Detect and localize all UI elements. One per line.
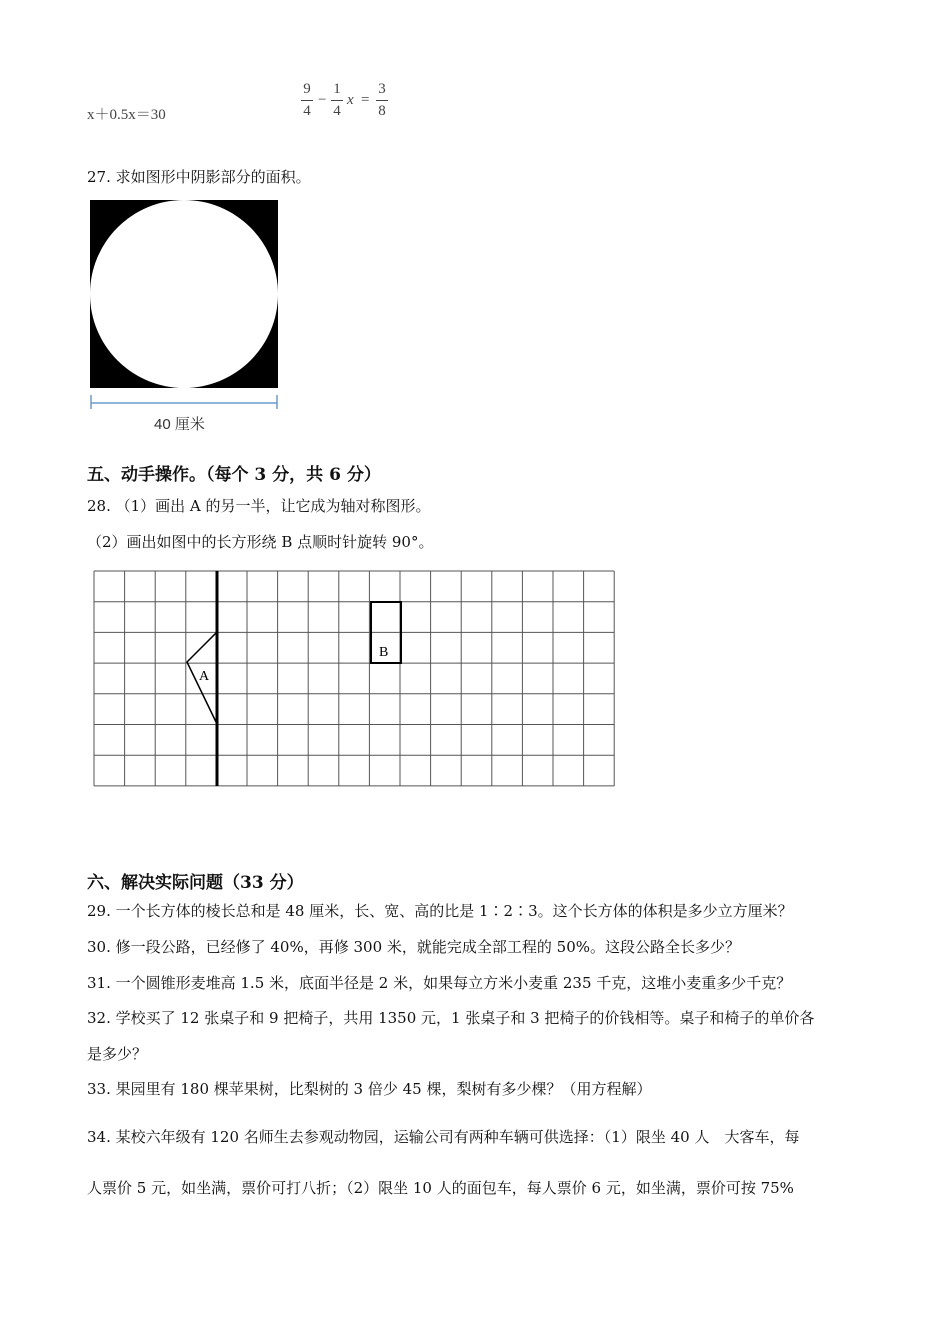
label-b: B: [379, 645, 389, 660]
shaded-square-circle-figure: [88, 198, 283, 438]
question-34-line-1: 34. 某校六年级有 120 名师生去参观动物园，运输公司有两种车辆可供选择：（1）限坐 40 人 大客车，每: [87, 1128, 800, 1146]
fraction-3: 3 8: [376, 81, 388, 120]
label-a: A: [199, 669, 210, 684]
question-32-line-2: 是多少？: [87, 1045, 148, 1063]
question-29: 29. 一个长方体的棱长总和是 48 厘米，长、宽、高的比是 1∶2∶3。这个长方体的体积是多少立方厘米？: [87, 902, 793, 920]
question-28-part-1: 28. （1）画出 A 的另一半，让它成为轴对称图形。: [87, 497, 431, 515]
variable-x: x: [347, 92, 354, 108]
section-6-heading: 六、解决实际问题（33 分）: [87, 873, 304, 893]
question-30: 30. 修一段公路，已经修了 40%，再修 300 米，就能完成全部工程的 50%。这段公路全长多少？: [87, 938, 741, 956]
question-27: 27. 求如图形中阴影部分的面积。: [87, 168, 311, 186]
fraction-2: 1 4: [331, 81, 343, 120]
question-28-part-2: （2）画出如图中的长方形绕 B 点顺时针旋转 90°。: [87, 533, 434, 551]
grid-lines: [94, 571, 614, 786]
equals-sign: =: [361, 92, 370, 108]
white-circle: [90, 200, 278, 388]
question-32-line-1: 32. 学校买了 12 张桌子和 9 把椅子，共用 1350 元，1 张桌子和 3 把椅子的价钱相等。桌子和椅子的单价各: [87, 1009, 815, 1027]
minus-sign: −: [318, 92, 327, 108]
drawing-grid: [90, 567, 625, 792]
dimension-label: 40 厘米: [154, 416, 205, 433]
question-34-line-2: 人票价 5 元，如坐满，票价可打八折；（2）限坐 10 人的面包车，每人票价 6 元，如坐满，票价可按 75%: [87, 1179, 794, 1197]
fraction-1: 9 4: [301, 81, 313, 120]
question-31: 31. 一个圆锥形麦堆高 1.5 米，底面半径是 2 米，如果每立方米小麦重 235 千克，这堆小麦重多少千克？: [87, 974, 792, 992]
question-33: 33. 果园里有 180 棵苹果树，比梨树的 3 倍少 45 棵，梨树有多少棵？（用方程解）: [87, 1080, 652, 1098]
section-5-heading: 五、动手操作。（每个 3 分，共 6 分）: [87, 465, 381, 485]
equation-1: x＋0.5x＝30: [87, 107, 166, 123]
